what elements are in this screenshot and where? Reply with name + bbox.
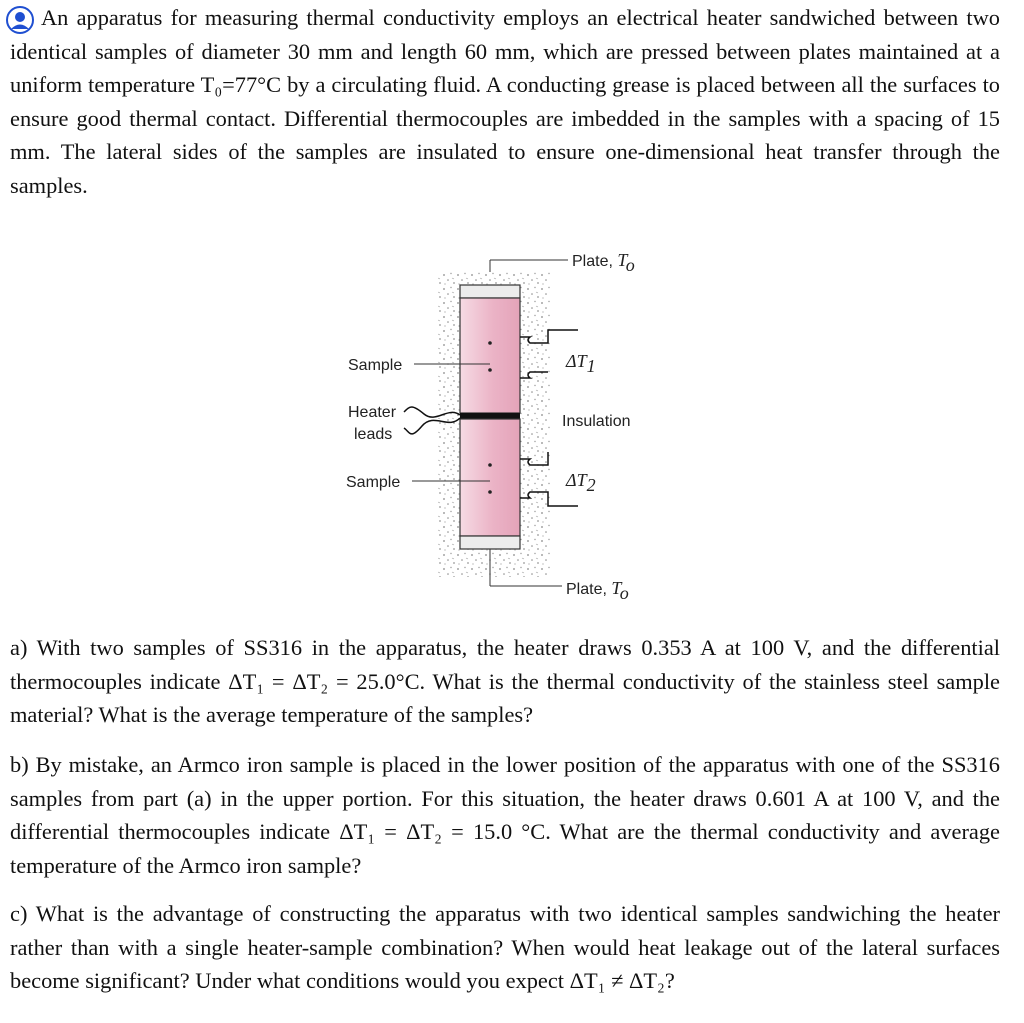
delta-t1-label: ΔT1 bbox=[566, 351, 596, 376]
question-part-c: c) What is the advantage of constructing the apparatus with two identical samples sandwiching the heater rather than with a single heater-sample combination? When would heat leakage out of the lateral surfaces become significant? Under what conditions would you expect ΔT₁ ≠ ΔT₂? bbox=[10, 901, 1000, 993]
leads-label: leads bbox=[354, 426, 393, 443]
question-part-b: b) By mistake, an Armco iron sample is placed in the lower position of the apparatus with one of the SS316 samples from part (a) in the upper portion. For this situation, the heater draws 0.601 A at 100 V, and the differential thermocouples indicate ΔT₁ = ΔT₂ = 15.0 °C. What are the thermal conductivity and average temperature of the Armco iron sample? bbox=[10, 752, 1000, 878]
apparatus-figure bbox=[330, 230, 690, 610]
insulation-label: Insulation bbox=[562, 413, 631, 430]
problem-intro: An apparatus for measuring thermal conductivity employs an electrical heater sandwiched between two identical samples of diameter 30 mm and length 60 mm, which are pressed between plates maintained at a uniform temperature T₀=77°C by a circulating fluid. A conducting grease is placed between all the surfaces to ensure good thermal contact. Differential thermocouples are imbedded in the samples with a spacing of 15 mm. The lateral sides of the samples are insulated to ensure one-dimensional heat transfer through the samples. bbox=[10, 5, 1000, 198]
sample-lower-label: Sample bbox=[346, 474, 401, 491]
heater-label: Heater bbox=[348, 404, 397, 421]
lower-sample bbox=[460, 419, 520, 536]
top-plate bbox=[460, 285, 520, 298]
delta-t2-label: ΔT2 bbox=[566, 470, 596, 495]
bottom-plate bbox=[460, 536, 520, 549]
heater bbox=[460, 413, 520, 419]
plate-bottom-label: Plate, To bbox=[566, 578, 629, 603]
question-part-a: a) With two samples of SS316 in the apparatus, the heater draws 0.353 A at 100 V, and the differential thermocouples indicate ΔT₁ = ΔT₂ = 25.0°C. What is the thermal conductivity of the stainless steel sample material? What is the average temperature of the samples? bbox=[10, 635, 1000, 727]
upper-sample bbox=[460, 298, 520, 413]
plate-top-label: Plate, To bbox=[572, 250, 635, 275]
sample-upper-label: Sample bbox=[348, 357, 403, 374]
